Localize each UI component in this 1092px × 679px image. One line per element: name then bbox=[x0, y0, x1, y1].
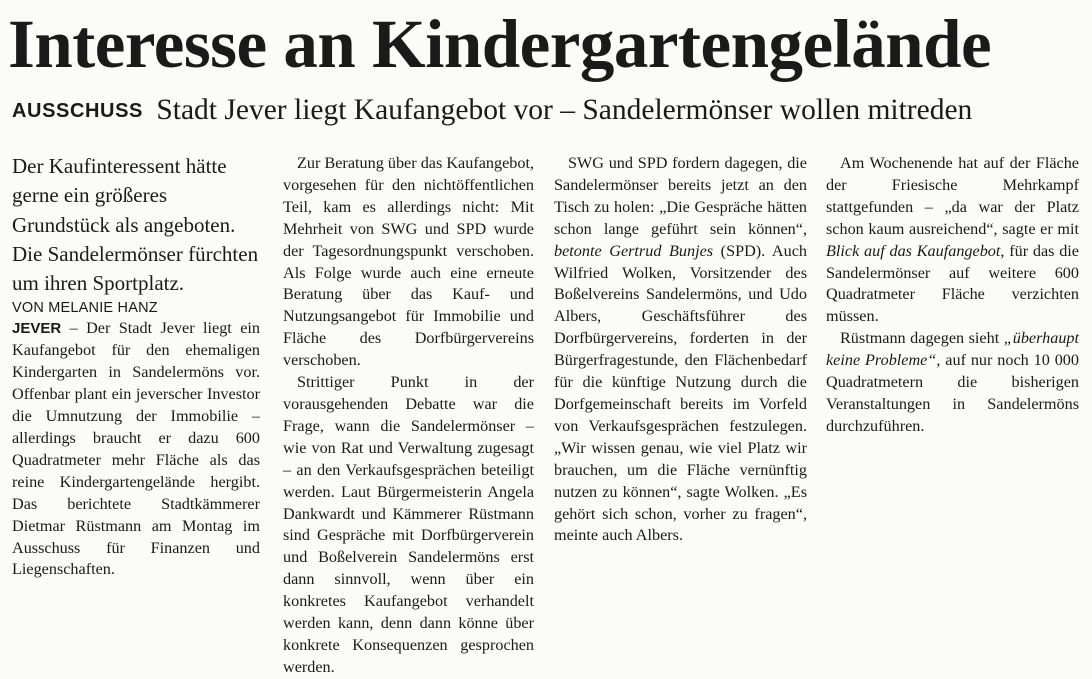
p6-part-b: , auf nur noch 10 000 Quadratmetern die bisherigen Veranstaltungen in Sandelermöns durchzuführen. bbox=[826, 351, 1079, 435]
subheadline-line bbox=[12, 92, 1082, 129]
author-byline: VON MELANIE HANZ bbox=[12, 300, 158, 317]
column-4 bbox=[826, 153, 1079, 438]
p5-emphasis: Blick auf das Kaufangebot bbox=[826, 241, 1001, 260]
p4-emphasis: betonte Gertrud Bunjes bbox=[554, 241, 714, 260]
p4-part-a: SWG und SPD fordern dagegen, die Sandelermönser bereits jetzt an den Tisch zu holen: „Die Gespräche hätten schon lange geführt sein können“, bbox=[554, 154, 807, 238]
kicker: AUSSCHUSS bbox=[12, 100, 143, 122]
p5-part-b: , für das die Sandelermönser auf weitere 600 Quadratmeter Fläche verzichten müssen. bbox=[826, 241, 1079, 326]
article-p4 bbox=[554, 153, 807, 547]
p6-part-a: Rüstmann dagegen sieht bbox=[840, 329, 1000, 348]
p6-emphasis: „überhaupt keine Probleme“ bbox=[826, 329, 1079, 370]
article-p5 bbox=[826, 153, 1079, 328]
column-1 bbox=[12, 152, 260, 581]
article-p1 bbox=[12, 318, 260, 581]
dateline: JEVER bbox=[12, 320, 62, 338]
column-2 bbox=[283, 153, 534, 679]
p5-part-a: Am Wochenende hat auf der Fläche der Friesische Mehrkampf stattgefunden – „da war der Platz schon kaum ausreichend“, sagte er mit bbox=[826, 154, 1079, 238]
article-p2: Zur Beratung über das Kaufangebot, vorgesehen für den nichtöffentlichen Teil, kam es allerdings nicht: Mit Mehrheit von SWG und SPD wurde der Tagesordnungspunkt verschoben. Als Folge wurde auch eine erneute Beratung über das Kauf- und Nutzungsangebot für Immobilie und Fläche des Dorfbürgervereins verschoben. bbox=[283, 154, 534, 370]
article-p6 bbox=[826, 328, 1079, 438]
headline: Interesse an Kindergartengelände bbox=[8, 6, 992, 82]
subheadline: Stadt Jever liegt Kaufangebot vor – Sandelermönser wollen mitreden bbox=[156, 94, 973, 126]
teaser: Der Kaufinteressent hätte gerne ein größeres Grundstück als angeboten. Die Sandelermönser fürchten um ihren Sportplatz. bbox=[12, 154, 259, 296]
paragraph-1-text: – Der Stadt Jever liegt ein Kaufangebot für den ehemaligen Kindergarten in Sandelermöns vor. Offenbar plant ein jeverscher Investor die Umnutzung der Immobilie – allerdings braucht er dazu 600 Quadratmeter mehr Fläche als das reine Kindergartengelände hergibt. Das berichtete Stadtkämmerer Dietmar Rüstmann am Montag im Ausschuss für Finanzen und Liegenschaften. bbox=[12, 319, 260, 579]
column-3 bbox=[554, 153, 807, 547]
article-p3: Strittiger Punkt in der vorausgehenden Debatte war die Frage, wann die Sandelermönser – wie von Rat und Verwaltung zugesagt – an den Verkaufsgesprächen beteiligt werden. Laut Bürgermeisterin Angela Dankwardt und Kämmerer Rüstmann sind Gespräche mit Dorfbürgerverein und Boßelverein Sandelermöns erst dann sinnvoll, wenn über ein konkretes Kaufangebot verhandelt werden kann, denn dann könne über konkrete Konsequenzen gesprochen werden. bbox=[283, 373, 534, 676]
p4-part-b: (SPD). Auch Wilfried Wolken, Vorsitzender des Boßelvereins Sandelermöns, und Udo Albers, Geschäftsführer des Dorfbürgervereins, forderten in der Bürgerfragestunde, den Flächenbedarf für die künftige Nutzung durch die Dorfgemeinschaft bereits im Vorfeld von Verkaufsgesprächen festzulegen. „Wir wissen genau, wie viel Platz wir brauchen, um die Fläche vernünftig nutzen zu können“, sagte Wolken. „Es gehört sich schon, vorher zu fragen“, meinte auch Albers. bbox=[554, 241, 807, 545]
